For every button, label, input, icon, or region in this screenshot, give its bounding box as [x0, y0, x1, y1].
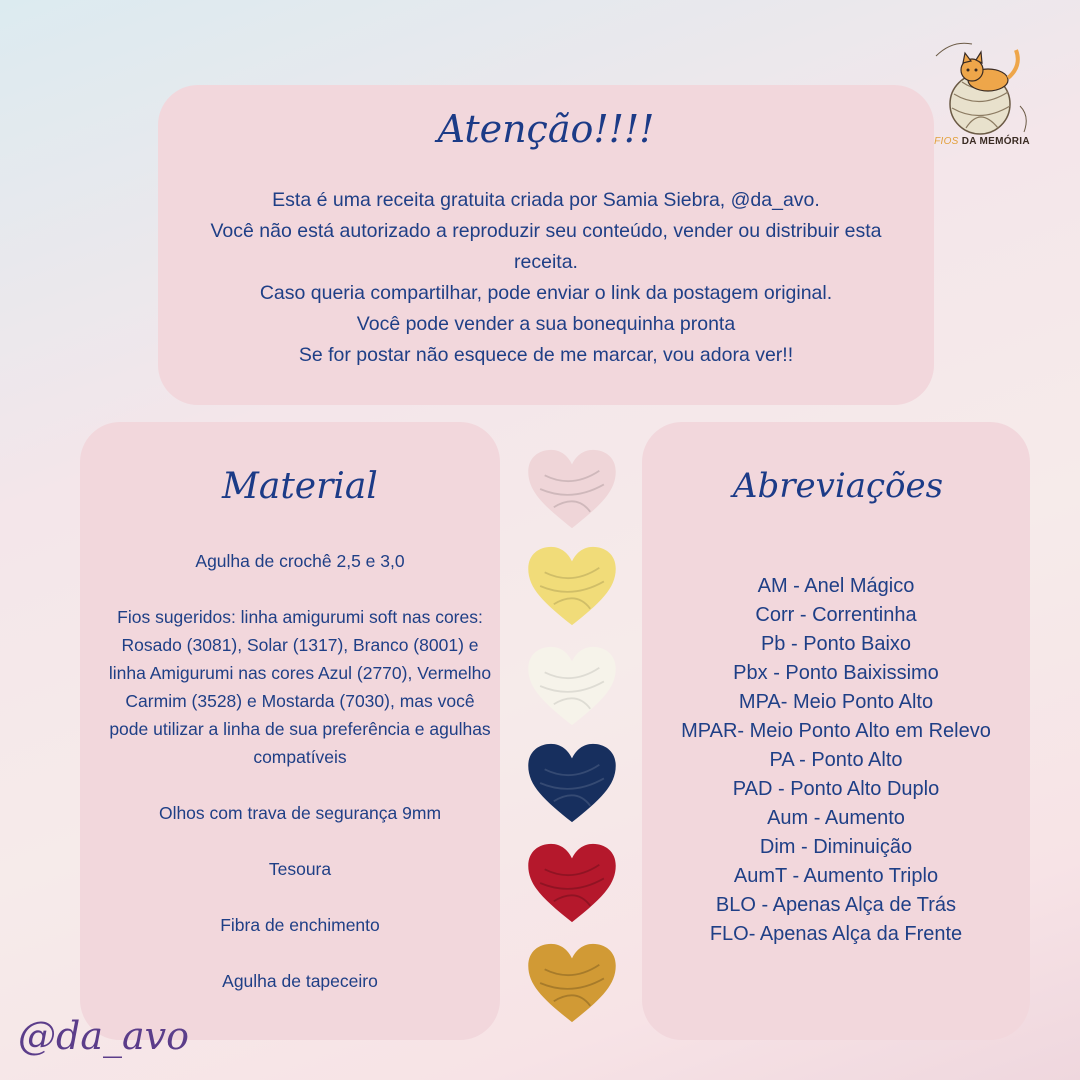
attention-line: Você pode vender a sua bonequinha pronta: [356, 313, 736, 335]
abbreviation-item: Pbx - Ponto Baixissimo: [733, 662, 939, 684]
abbreviations-list: [642, 572, 1030, 949]
abbreviation-item: PAD - Ponto Alto Duplo: [732, 778, 940, 800]
abbreviations-card: [642, 422, 1030, 1040]
abbreviation-item: MPA- Meio Ponto Alto: [738, 691, 934, 713]
material-item: Olhos com trava de segurança 9mm: [158, 803, 442, 823]
attention-card: [158, 85, 934, 405]
abbreviation-item: BLO - Apenas Alça de Trás: [715, 894, 957, 916]
brand-logo: [932, 36, 1032, 154]
attention-line: Esta é uma receita gratuita criada por Samia Siebra, @da_avo.: [272, 189, 820, 211]
abbreviations-title: Abreviações: [732, 466, 944, 506]
material-item: Agulha de tapeceiro: [222, 971, 378, 991]
material-title: Material: [222, 466, 378, 507]
material-item: Fibra de enchimento: [220, 915, 380, 935]
logo-word-fios: FIOS: [934, 136, 959, 147]
logo-text: [932, 136, 1032, 147]
heart-yarn-mostarda-icon: [526, 942, 618, 1024]
abbreviation-item: AM - Anel Mágico: [757, 575, 915, 597]
heart-yarn-branco-icon: [526, 645, 618, 727]
attention-line: Se for postar não esquece de me marcar, vou adora ver!!: [298, 344, 794, 366]
heart-yarn-vermelho-icon: [526, 842, 618, 924]
instagram-handle: @da_avo: [18, 1014, 189, 1058]
abbreviation-item: MPAR- Meio Ponto Alto em Relevo: [681, 720, 991, 742]
material-item: Tesoura: [268, 859, 332, 879]
abbreviation-item: Aum - Aumento: [767, 807, 905, 829]
abbreviation-item: Pb - Ponto Baixo: [760, 633, 912, 655]
logo-word-memoria: DA MEMÓRIA: [961, 136, 1030, 147]
abbreviation-item: PA - Ponto Alto: [769, 749, 903, 771]
material-item: Agulha de crochê 2,5 e 3,0: [195, 551, 405, 571]
abbreviation-item: Corr - Correntinha: [755, 604, 917, 626]
abbreviation-item: FLO- Apenas Alça da Frente: [709, 923, 963, 945]
heart-yarn-solar-icon: [526, 545, 618, 627]
attention-title: Atenção!!!!: [437, 107, 655, 151]
material-list: [108, 547, 492, 1023]
attention-line: Caso queria compartilhar, pode enviar o link da postagem original.: [259, 282, 833, 304]
material-card: [80, 422, 500, 1040]
material-item: Fios sugeridos: linha amigurumi soft nas cores: Rosado (3081), Solar (1317), Branco (8001) e linha Amigurumi nas cores Azul (2770), Vermelho Carmim (3528) e Mostarda (7030), mas você pode utilizar a linha de sua preferência e agulhas compatíveis: [108, 607, 492, 767]
abbreviation-item: Dim - Diminuição: [759, 836, 913, 858]
heart-yarn-rosado-icon: [526, 448, 618, 530]
abbreviation-item: AumT - Aumento Triplo: [733, 865, 939, 887]
yarn-cat-icon: [932, 36, 1032, 136]
attention-body: [178, 185, 914, 371]
heart-yarn-azul-icon: [526, 742, 618, 824]
attention-line: Você não está autorizado a reproduzir seu conteúdo, vender ou distribuir esta receita.: [210, 220, 882, 273]
